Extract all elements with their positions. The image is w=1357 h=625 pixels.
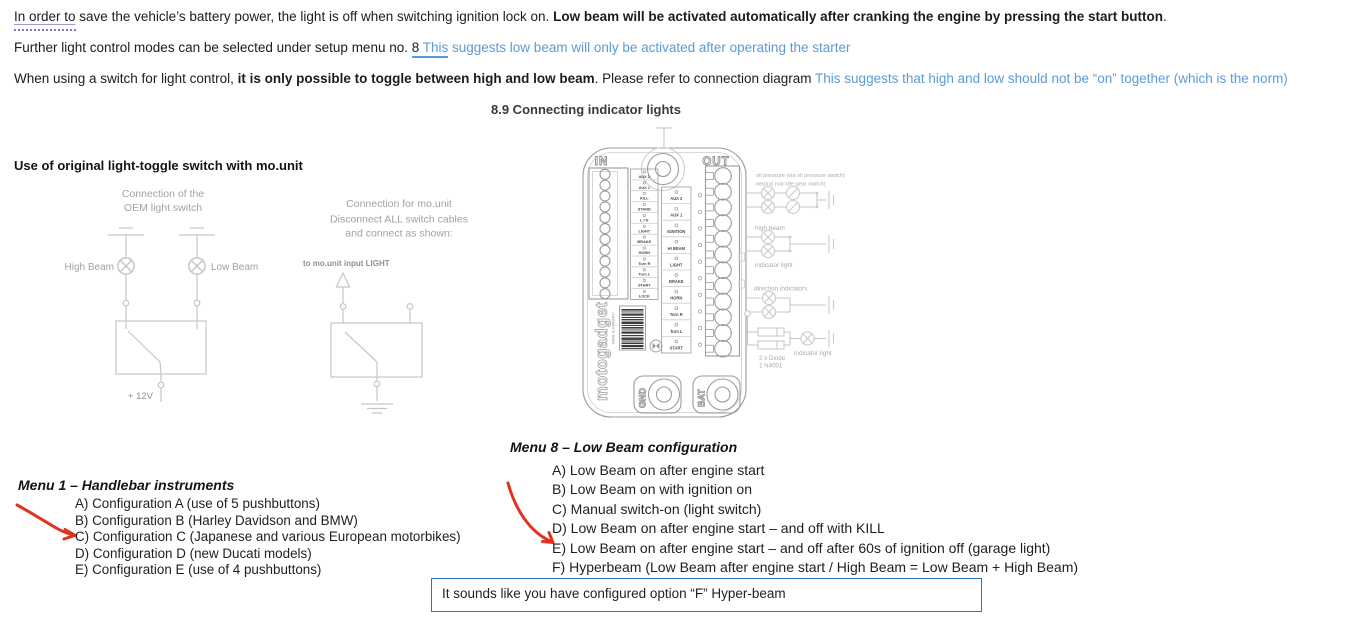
- svg-text:LIGHT: LIGHT: [638, 228, 651, 234]
- oem-caption-line1: Connection of the: [121, 188, 205, 200]
- svg-text:Turn R: Turn R: [638, 260, 651, 266]
- gnd-terminal: [634, 376, 681, 413]
- menu1-items: [75, 496, 461, 579]
- inline-comment-blue: suggests low beam will only be activated after operating the starter: [448, 40, 851, 55]
- svg-text:Turn L: Turn L: [638, 271, 651, 277]
- mounit-caption-line3: and connect as shown:: [345, 227, 453, 240]
- made-in-text: MADE IN GERMANY: [611, 311, 616, 344]
- menu1-item-b: B) Configuration B (Harley Davidson and BMW): [75, 512, 358, 528]
- device-out-label: OUT: [702, 156, 730, 168]
- diode-qty-label: 2 x Diode: [759, 355, 786, 362]
- mounit-caption-line2: Disconnect ALL switch cables: [330, 213, 468, 226]
- svg-text:START: START: [669, 345, 683, 351]
- inline-comment-blue-2: This suggests that high and low should not be “on” together (which is the norm): [815, 71, 1288, 86]
- menu8-title: Menu 8 – Low Beam configuration: [510, 439, 738, 455]
- svg-text:L I N: L I N: [640, 217, 649, 223]
- menu1-item-e: E) Configuration E (use of 4 pushbuttons): [75, 562, 322, 578]
- in-terminal-block: [589, 168, 628, 299]
- svg-text:STAND: STAND: [637, 206, 651, 212]
- mounit-caption-line1: Connection for mo.unit: [346, 198, 452, 210]
- svg-text:BRAKE: BRAKE: [669, 279, 684, 284]
- svg-text:Turn L: Turn L: [670, 328, 683, 334]
- menu-8-link[interactable]: 8 This: [412, 40, 449, 58]
- svg-text:HI BEAM: HI BEAM: [667, 245, 685, 251]
- oem-diagram-title: Use of original light-toggle switch with mo.unit: [14, 158, 303, 173]
- svg-text:KILL: KILL: [639, 195, 649, 201]
- svg-text:START: START: [637, 282, 651, 288]
- menu8-items: [552, 461, 1078, 577]
- indicator-light-label-b: indicator light: [794, 350, 832, 357]
- svg-text:HORN: HORN: [638, 250, 651, 255]
- menu1-item-a: A) Configuration A (use of 5 pushbuttons): [75, 496, 320, 511]
- paragraph-2: Further light control modes can be selected under setup menu no. 8 This suggests low beam will only be activated after operating the starter: [14, 39, 1349, 57]
- menu8-item-d: D) Low Beam on after engine start – and off with KILL: [552, 520, 885, 537]
- menu1-item-d: D) Configuration D (new Ducati models): [75, 545, 312, 561]
- comment-text-box[interactable]: [431, 578, 982, 612]
- high-beam-label: High Beam: [64, 262, 114, 273]
- indicator-light-label-a: indicator light: [755, 262, 793, 269]
- svg-text:AUX 1: AUX 1: [670, 212, 683, 218]
- diode-type-label: 1 N4001: [759, 362, 783, 370]
- oem-switch-diagram: [65, 188, 259, 402]
- svg-text:BAT: BAT: [696, 389, 707, 407]
- svg-text:HORN: HORN: [670, 295, 683, 301]
- direction-indicators-label: direction indicators: [754, 285, 808, 293]
- out-terminal-block: [706, 166, 745, 357]
- svg-text:BRAKE: BRAKE: [637, 239, 652, 245]
- svg-text:LIGHT: LIGHT: [670, 262, 683, 268]
- editor-suggestion-underline[interactable]: In order to: [14, 9, 76, 24]
- paragraph-3: When using a switch for light control, it is only possible to toggle between high and low beam. Please refer to connection diagram This suggests that high and low should not be “on” together (which is the norm): [14, 71, 1288, 86]
- supply-12v-label: + 12V: [127, 391, 153, 402]
- oil-pressure-label: oil pressure (via oil pressure switch): [756, 173, 845, 179]
- menu8-item-e: E) Low Beam on after engine start – and off after 60s of ignition off (garage light): [552, 539, 1051, 556]
- neutral-label: neutral (via idle gear switch): [756, 181, 826, 188]
- brand-text: motogadget: [593, 301, 611, 401]
- menu8-item-a: A) Low Beam on after engine start: [552, 462, 765, 478]
- mounit-device: [583, 128, 746, 417]
- paragraph-1: In order to save the vehicle’s battery power, the light is off when switching ignition lock on. Low beam will be activated automatically after cranking the engine by pressing the start button.: [14, 9, 1167, 24]
- barcode: [620, 306, 646, 350]
- svg-text:GND: GND: [637, 388, 648, 408]
- device-in-label: IN: [594, 156, 609, 168]
- indicator-wiring: [745, 173, 845, 370]
- svg-text:AUX 1: AUX 1: [638, 184, 651, 190]
- bat-terminal: [693, 376, 740, 413]
- comment-text: It sounds like you have configured option “F” Hyper-beam: [442, 586, 786, 601]
- menu1-title: Menu 1 – Handlebar instruments: [18, 477, 235, 493]
- menu8-item-b: B) Low Beam on with ignition on: [552, 481, 752, 498]
- red-arrow-menu1: [17, 505, 75, 539]
- svg-text:Turn R: Turn R: [669, 312, 683, 318]
- out-pin-labels: [662, 187, 702, 353]
- menu1-item-c: C) Configuration C (Japanese and various European motorbikes): [75, 529, 461, 545]
- menu8-item-f: F) Hyperbeam (Low Beam after engine start / High Beam = Low Beam + High Beam): [552, 559, 1079, 576]
- svg-text:AUX 2: AUX 2: [670, 196, 683, 201]
- svg-text:AUX 2: AUX 2: [638, 173, 651, 179]
- low-beam-label: Low Beam: [211, 262, 259, 273]
- svg-text:IGNITION: IGNITION: [667, 229, 686, 235]
- motogadget-logo-icon: [650, 340, 662, 352]
- mounit-input-label: to mo.unit input LIGHT: [303, 259, 390, 268]
- high-beam-wire-label: high beam: [755, 225, 785, 232]
- menu8-item-c: C) Manual switch-on (light switch): [552, 500, 762, 517]
- section-heading: 8.9 Connecting indicator lights: [491, 102, 681, 117]
- red-arrow-menu8: [508, 483, 553, 543]
- oem-caption-line2: OEM light switch: [123, 202, 203, 214]
- svg-text:LOCK: LOCK: [638, 293, 650, 299]
- mounit-switch-diagram: [303, 198, 468, 413]
